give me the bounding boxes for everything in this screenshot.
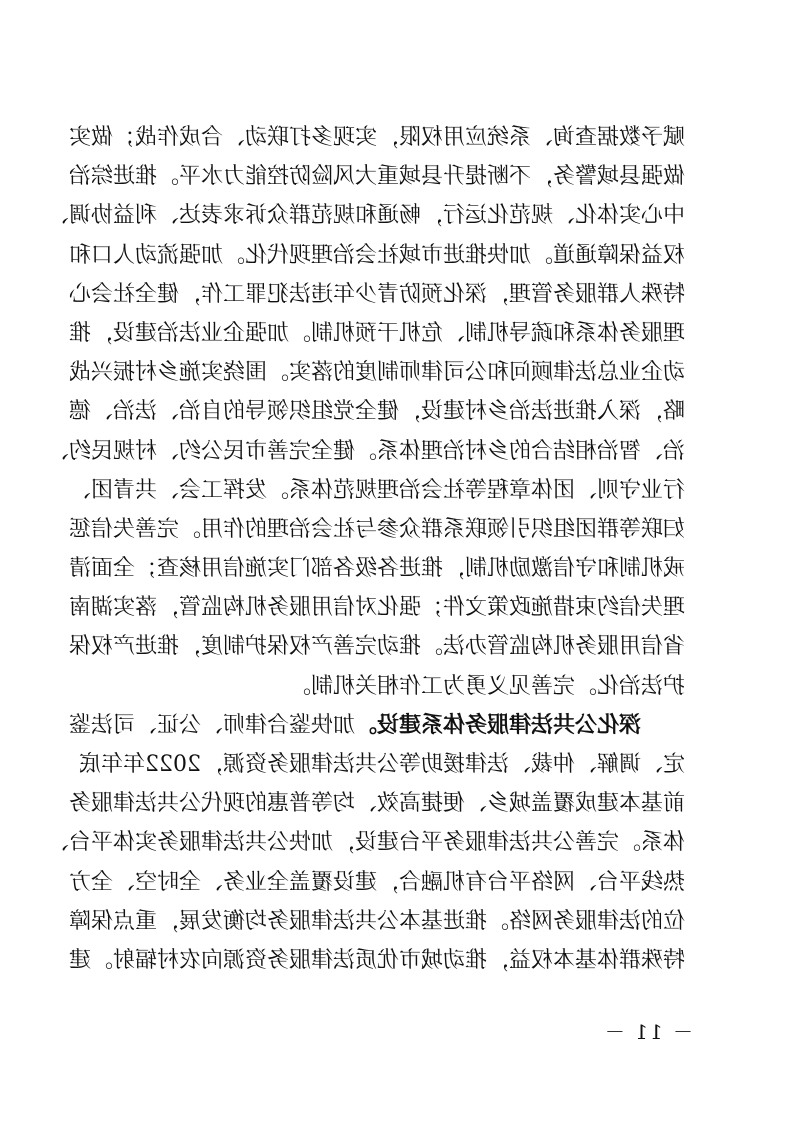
text-line: 行业守则、团体章程等社会治理规范体系。发挥工会、共青团、 [68,477,685,503]
text-line: 妇联等群团组织引领联系群众参与社会治理的作用。完善失信惩 [68,516,685,542]
text-line: 热线平台、网络平台有机融合，建设覆盖全业务、全时空、全方 [68,869,685,895]
paragraph-end-line: 护法治化。完善见义勇为工作相关机制。 [288,673,685,699]
paragraph-heading: 深化公共法律服务体系建设。 [354,712,641,738]
text-line: 中心实体化、规范化运行，畅通和规范群众诉求表达、利益协调、 [46,203,685,229]
page-number: － 11 － [602,1020,693,1044]
text-line: 做强县域警务，不断提升县域重大风险防控能力水平。推进综治 [68,164,685,190]
text-line: 特殊群体基本权益，推动城市优质法律服务资源向农村辐射。建 [68,947,685,973]
text-line: 前基本建成覆盖城乡、便捷高效、均等普惠的现代公共法律服务 [68,791,685,817]
body-text [46,118,685,980]
text-line: 赋予数据查询、系统应用权限，实现多打联动、合成作战；做实 [68,125,685,150]
text-line: 动企业总法律顾问和公司律师制度的落实。围绕实施乡村振兴战 [68,360,685,386]
text-line: 特殊人群服务管理，深化预防青少年违法犯罪工作，健全社会心 [68,281,685,307]
heading-line-rest: 加快鉴合律师、公证、司法鉴 [68,712,355,738]
text-line: 权益保障通道。加快推进市域社会治理现代化。加强流动人口和 [68,242,685,268]
text-line: 体系。完善公共法律服务平台建设，加快公共法律服务实体平台、 [46,830,685,856]
text-line: 位的法律服务网络。推进基本公共法律服务均衡发展，重点保障 [68,908,685,934]
text-line: 略，深入推进法治乡村建设，健全党组织领导的自治、法治、德 [68,399,685,425]
text-line: 治、智治相结合的乡村治理体系。健全完善市民公约、村规民约、 [46,438,685,464]
text-line: 理服务体系和疏导机制、危机干预机制。加强企业法治建设，推 [68,320,685,346]
text-line: 定、调解、仲裁、法律援助等公共法律服务资源，2022年年底 [79,752,685,777]
text-line: 戒机制和守信激励机制，推进各级各部门实施信用核查；全面清 [68,556,685,582]
text-line: 理失信约束措施政策文件；强化对信用服务机构监管，落实湖南 [68,595,685,621]
text-line: 省信用服务机构监管办法。推动完善产权保护制度，推进产权保 [68,634,685,660]
paragraph-heading-line [68,706,685,745]
